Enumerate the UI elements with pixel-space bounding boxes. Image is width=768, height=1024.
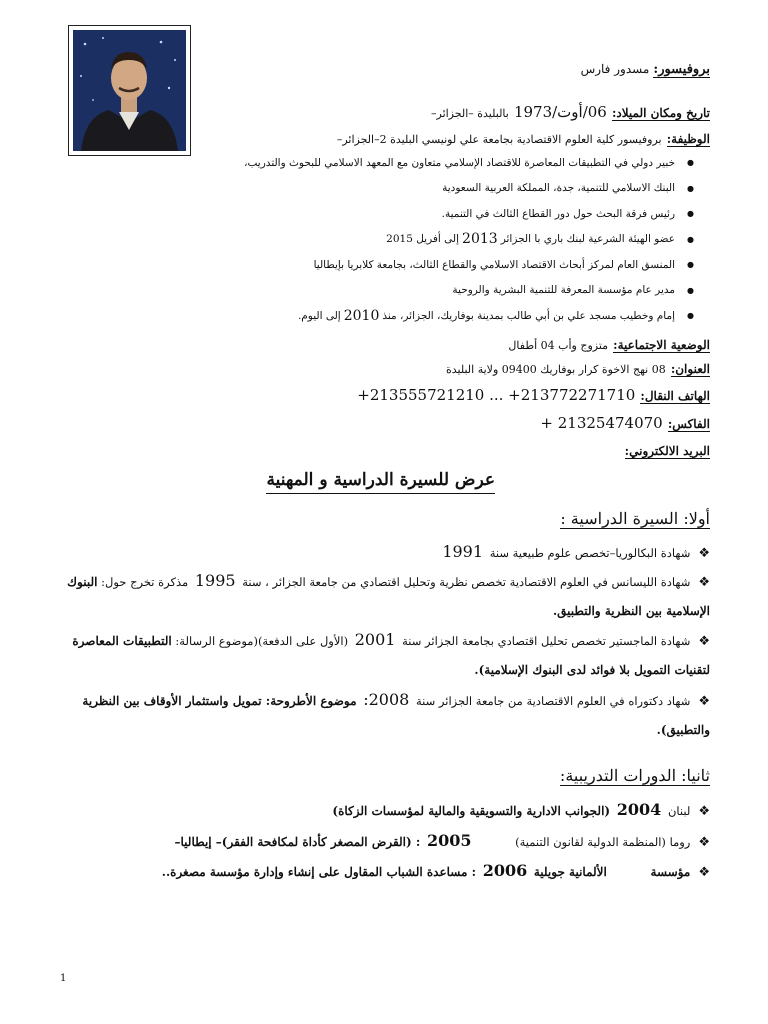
diamond-bullet-icon: ❖ <box>698 694 710 709</box>
list-item: ● مدير عام مؤسسة المعرفة للتنمية البشرية والروحية <box>180 278 710 304</box>
birth-year: 1973 <box>513 103 553 121</box>
mobile-line <box>357 385 710 404</box>
diamond-bullet-icon: ❖ <box>698 804 710 819</box>
diamond-bullet-icon: ❖ <box>698 835 710 850</box>
job-line <box>337 128 710 147</box>
page-title: عرض للسيرة الدراسية و المهنية <box>266 470 495 494</box>
address-line <box>446 358 710 377</box>
positions-list <box>180 150 710 329</box>
page-number: 1 <box>60 973 67 984</box>
fax-value: 21325474070 + <box>540 414 663 432</box>
training-section-heading: ثانيا: الدورات التدريبية: <box>559 766 710 785</box>
list-item: ● خبير دولي في التطبيقات المعاصرة للاقتصاد الإسلامي متعاون مع المعهد الاسلامي للبحوث والتدريب، <box>180 150 710 176</box>
fax-label: الفاكس: <box>667 417 710 431</box>
diamond-bullet-icon: ❖ <box>698 634 710 649</box>
professor-name: مسدور فارس <box>580 62 650 76</box>
birth-line <box>431 102 710 121</box>
list-item: ● البنك الاسلامي للتنمية، جدة، المملكة العربية السعودية <box>180 176 710 202</box>
study-item: ❖شهادة الليسانس في العلوم الاقتصادية تخصص نظرية وتحليل اقتصادي من جامعة الجزائر ، سنة 1995 مذكرة تخرج حول: البنوك الإسلامية بين النظرية والتطبيق. <box>67 571 710 618</box>
diamond-bullet-icon: ❖ <box>698 865 710 880</box>
list-item: ● عضو الهيئة الشرعية لبنك باري با الجزائر 2013 إلى أفريل 2015 <box>180 227 710 253</box>
birth-place: بالبليدة –الجزائر– <box>431 107 509 120</box>
professor-label: بروفيسور: <box>653 62 710 77</box>
mobile-label: الهاتف النقال: <box>640 389 710 403</box>
birth-date: 06/أوت/ <box>552 103 607 121</box>
training-item: ❖لبنان 2004 (الجوانب الادارية والتسويقية والمالية لمؤسسات الزكاة) <box>332 800 710 819</box>
job-label: الوظيفة: <box>666 132 710 146</box>
diamond-bullet-icon: ❖ <box>698 575 710 590</box>
birth-label: تاريخ ومكان الميلاد: <box>611 106 710 120</box>
list-item: ● إمام وخطيب مسجد علي بن أبي طالب بمدينة بوفاريك، الجزائر، منذ 2010 إلى اليوم. <box>180 303 710 329</box>
training-item: ❖روما (المنظمة الدولية لقانون التنمية) 2005 : (القرض المصغر كأداة لمكافحة الفقر)– إيطاليا– <box>174 831 710 850</box>
job-value: بروفيسور كلية العلوم الاقتصادية بجامعة علي لونيسي البليدة 2–الجزائر– <box>336 133 662 146</box>
social-value: متزوج وأب 04 أطفال <box>508 339 609 352</box>
study-item: ❖شهاد دكتوراه في العلوم الاقتصادية من جامعة الجزائر سنة 2008: موضوع الأطروحة: تمويل واستثمار الأوقاف بين النظرية والتطبيق). <box>82 690 710 737</box>
address-value: 08 نهج الاخوة كرار بوفاريك 09400 ولاية البليدة <box>445 363 666 376</box>
person-portrait-icon <box>73 30 186 151</box>
email-label: البريد الالكتروني: <box>624 444 710 458</box>
address-label: العنوان: <box>670 362 710 376</box>
mobile-value: 213772271710+ ... 213555721210+ <box>357 386 636 404</box>
profile-photo <box>68 25 191 156</box>
training-item: ❖مؤسسة الألمانية جويلية 2006 : مساعدة الشباب المقاول على إنشاء وإدارة مؤسسة مصغرة.. <box>161 861 710 880</box>
list-item: ● رئيس فرقة البحث حول دور القطاع الثالث في التنمية. <box>180 201 710 227</box>
diamond-bullet-icon: ❖ <box>698 546 710 561</box>
social-line <box>508 334 710 353</box>
fax-line <box>540 413 710 432</box>
study-item: ❖شهادة الماجستير تخصص تحليل اقتصادي بجامعة الجزائر سنة 2001 (الأول على الدفعة)(موضوع الرسالة: التطبيقات المعاصرة لتقنيات التمويل بلا فوائد لدى البنوك الإسلامية). <box>72 630 710 677</box>
study-section-heading: أولا: السيرة الدراسية : <box>560 509 710 528</box>
list-item: ● المنسق العام لمركز أبحاث الاقتصاد الاسلامي والقطاع الثالث، بجامعة كلابريا بإيطاليا <box>180 252 710 278</box>
social-label: الوضعية الاجتماعية: <box>613 338 710 352</box>
email-line <box>625 440 710 459</box>
professor-name-line <box>581 62 710 78</box>
study-item: ❖شهادة البكالوريا–تخصص علوم طبيعية سنة 1991 <box>442 542 710 561</box>
